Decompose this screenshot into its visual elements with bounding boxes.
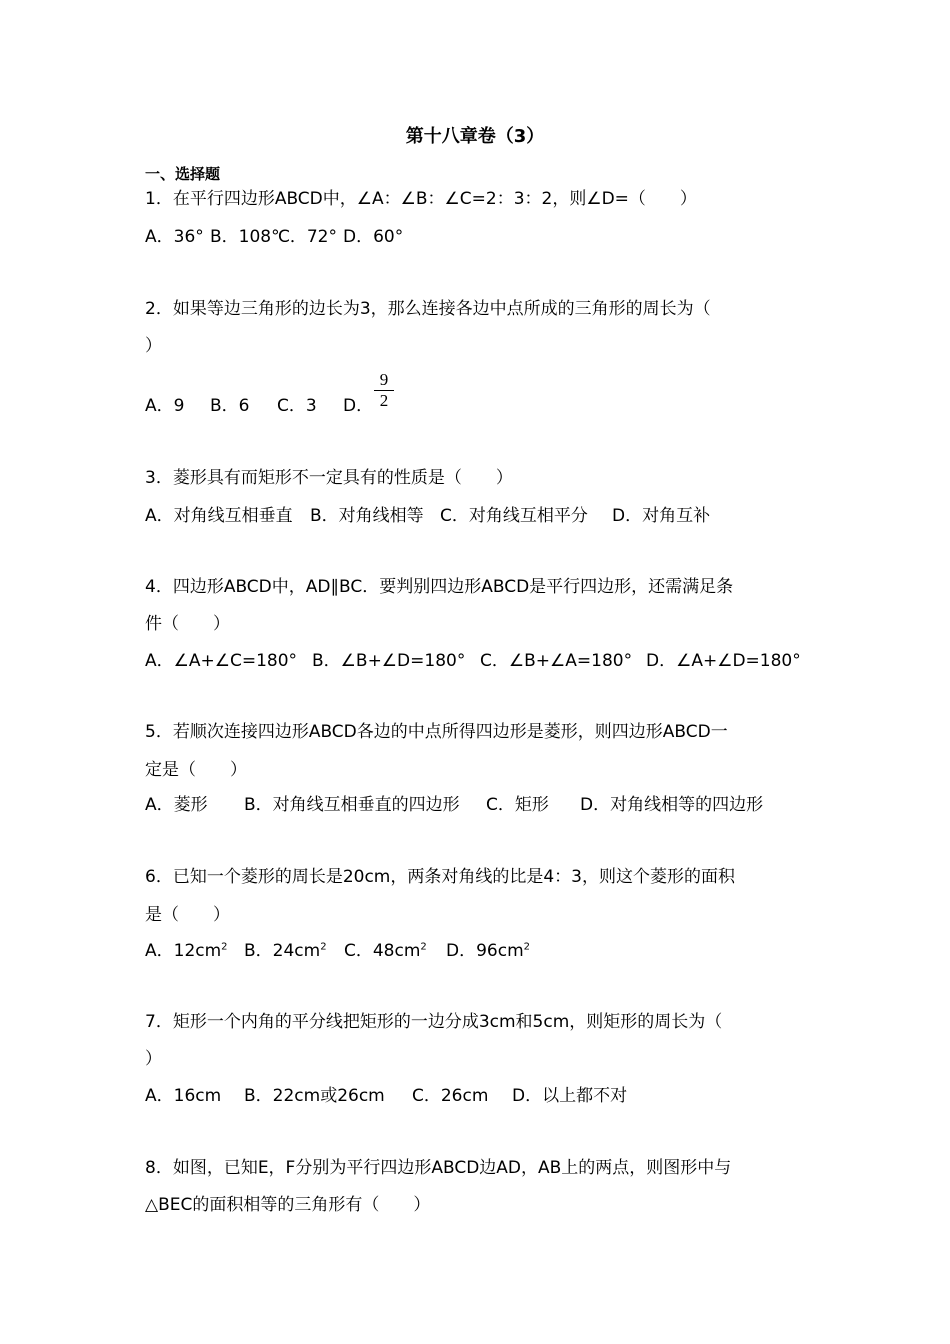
- question-2-option-a: A．9: [145, 396, 185, 416]
- question-1-option-c: C．72°: [278, 227, 338, 247]
- page-title: 第十八章卷（3）: [405, 126, 545, 147]
- superscript: 2: [221, 941, 228, 953]
- question-5-option-b: B．对角线互相垂直的四边形: [244, 795, 460, 815]
- question-4-option-d: D．∠A+∠D=180°: [646, 651, 801, 671]
- question-7-option-d: D．以上都不对: [512, 1086, 628, 1106]
- question-5-option-a: A．菱形: [145, 795, 208, 815]
- question-5-text-cont: 定是（ ）: [145, 760, 247, 780]
- question-5-option-c: C．矩形: [486, 795, 549, 815]
- question-1-option-b: B．108°: [210, 227, 280, 247]
- question-8-text: 8．如图，已知E，F分别为平行四边形ABCD边AD，AB上的两点，则图形中与: [145, 1158, 732, 1178]
- question-6-option-b: [244, 938, 327, 964]
- question-3-option-b: B．对角线相等: [310, 506, 424, 526]
- superscript: 2: [420, 941, 427, 953]
- question-7-option-a: A．16cm: [145, 1086, 222, 1106]
- fraction-denominator: 2: [379, 391, 389, 410]
- fraction-numerator: 9: [379, 370, 389, 389]
- question-6-option-d: [446, 938, 530, 964]
- question-2-option-b: B．6: [210, 396, 250, 416]
- question-7-option-b: B．22cm或26cm: [244, 1086, 385, 1106]
- question-4-text: 4．四边形ABCD中，AD∥BC．要判别四边形ABCD是平行四边形，还需满足条: [145, 577, 734, 597]
- question-6-option-c: [344, 938, 427, 964]
- question-4-option-a: A．∠A+∠C=180°: [145, 651, 298, 671]
- option-text: A．12cm: [145, 941, 222, 961]
- question-3-option-c: C．对角线互相平分: [440, 506, 588, 526]
- question-1-option-d: D．60°: [343, 227, 404, 247]
- question-2-text: 2．如果等边三角形的边长为3，那么连接各边中点所成的三角形的周长为（: [145, 299, 711, 319]
- question-6-option-a: [145, 938, 228, 964]
- question-3-option-d: D．对角互补: [612, 506, 711, 526]
- option-text: B．24cm: [244, 941, 321, 961]
- question-6-text-cont: 是（ ）: [145, 905, 230, 925]
- section-heading: 一、选择题: [145, 165, 221, 183]
- question-7-text-cont: ）: [145, 1049, 162, 1069]
- question-1-option-a: A．36°: [145, 227, 204, 247]
- question-6-text: 6．已知一个菱形的周长是20cm，两条对角线的比是4：3，则这个菱形的面积: [145, 867, 735, 887]
- superscript: 2: [320, 941, 327, 953]
- question-4-option-c: C．∠B+∠A=180°: [480, 651, 633, 671]
- question-7-text: 7．矩形一个内角的平分线把矩形的一边分成3cm和5cm，则矩形的周长为（: [145, 1012, 723, 1032]
- question-8-text-cont: △BEC的面积相等的三角形有（ ）: [145, 1195, 431, 1215]
- option-text: C．48cm: [344, 941, 421, 961]
- question-5-text: 5．若顺次连接四边形ABCD各边的中点所得四边形是菱形，则四边形ABCD一: [145, 722, 728, 742]
- question-3-text: 3．菱形具有而矩形不一定具有的性质是（ ）: [145, 468, 513, 488]
- question-2-text-cont: ）: [145, 336, 162, 356]
- option-text: D．96cm: [446, 941, 524, 961]
- question-2-fraction: [374, 371, 394, 410]
- question-5-option-d: D．对角线相等的四边形: [580, 795, 764, 815]
- question-4-text-cont: 件（ ）: [145, 614, 230, 634]
- question-7-option-c: C．26cm: [412, 1086, 489, 1106]
- question-4-option-b: B．∠B+∠D=180°: [312, 651, 466, 671]
- question-1-text: 1．在平行四边形ABCD中，∠A：∠B：∠C=2：3：2，则∠D=（ ）: [145, 189, 697, 209]
- question-2-option-c: C．3: [277, 396, 317, 416]
- superscript: 2: [523, 941, 531, 953]
- question-3-option-a: A．对角线互相垂直: [145, 506, 293, 526]
- question-2-option-d: D．: [343, 396, 374, 416]
